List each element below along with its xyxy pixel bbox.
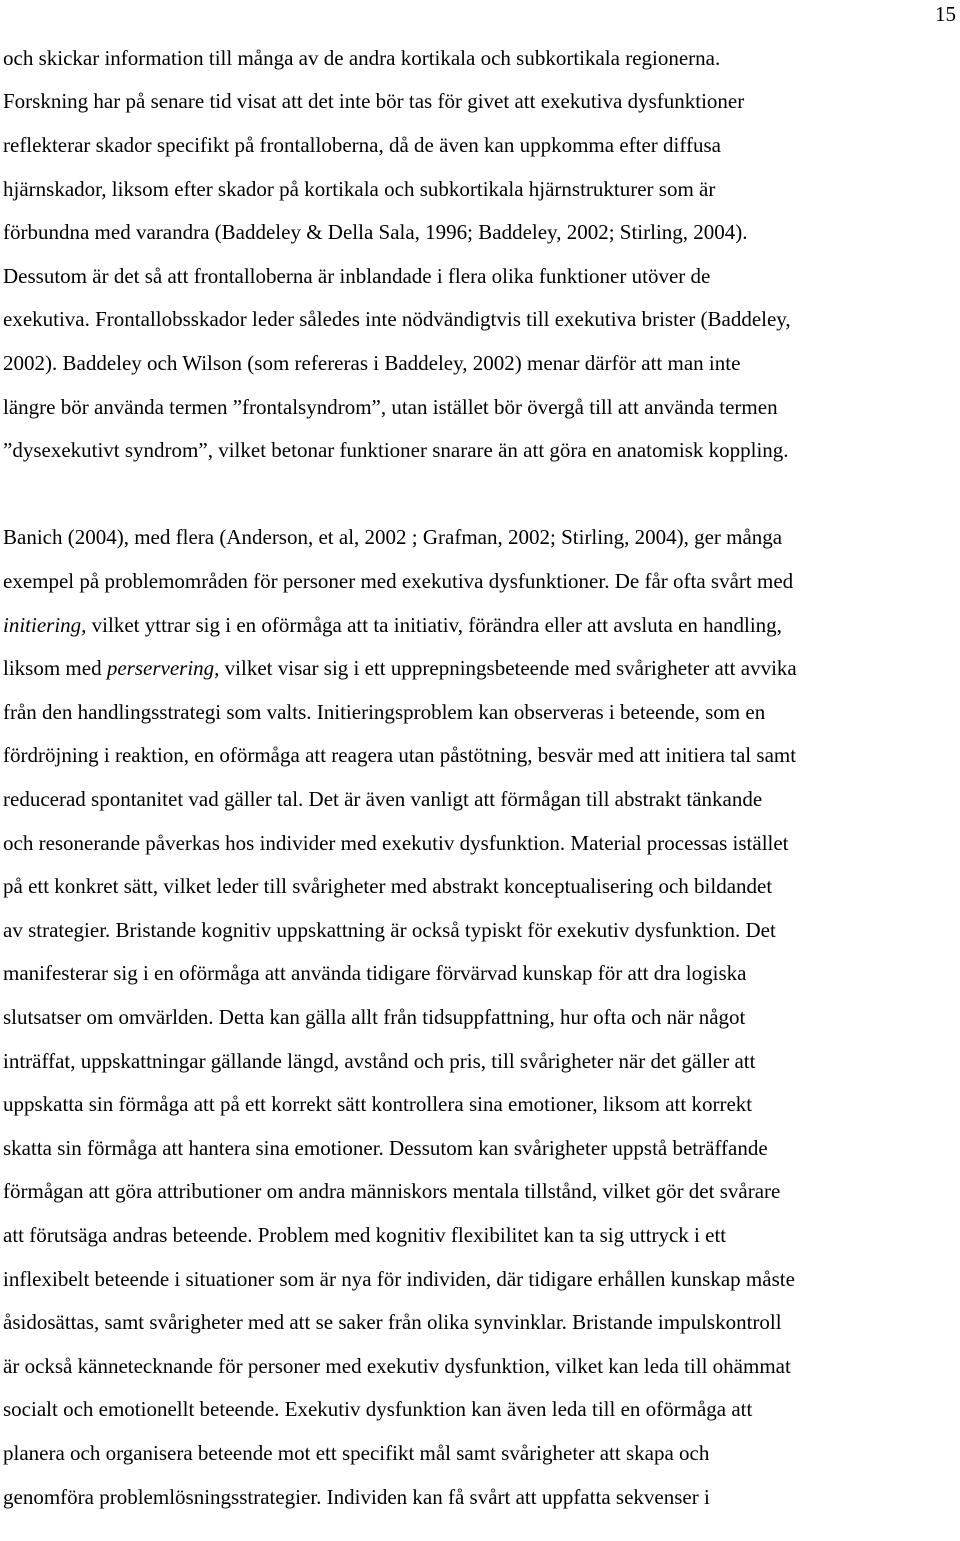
text-line: socialt och emotionellt beteende. Exekutiv dysfunktion kan även leda till en oförmåga att xyxy=(3,1397,753,1421)
text-line: är också kännetecknande för personer med exekutiv dysfunktion, vilket kan leda till ohämmat xyxy=(3,1354,791,1378)
text-line: manifesterar sig i en oförmåga att använda tidigare förvärvad kunskap för att dra logiska xyxy=(3,961,747,985)
text-line: ”dysexekutivt syndrom”, vilket betonar funktioner snarare än att göra en anatomisk koppling. xyxy=(3,438,789,462)
text-line: förbundna med varandra (Baddeley & Della Sala, 1996; Baddeley, 2002; Stirling, 2004). xyxy=(3,220,748,244)
text-line: fördröjning i reaktion, en oförmåga att reagera utan påstötning, besvär med att initiera tal samt xyxy=(3,743,797,767)
text-line: och resonerande påverkas hos individer med exekutiv dysfunktion. Material processas istället xyxy=(3,831,789,855)
text-line: genomföra problemlösningsstrategier. Individen kan få svårt att uppfatta sekvenser i xyxy=(3,1485,710,1509)
text-span: liksom med xyxy=(3,656,107,680)
text-line: reducerad spontanitet vad gäller tal. Det är även vanligt att förmågan till abstrakt tänkande xyxy=(3,787,763,811)
text-line: inflexibelt beteende i situationer som är nya för individen, där tidigare erhållen kunskap måste xyxy=(3,1267,795,1291)
page-number: 15 xyxy=(935,2,956,26)
text-line: planera och organisera beteende mot ett specifikt mål samt svårigheter att skapa och xyxy=(3,1441,710,1465)
text-line: att förutsäga andras beteende. Problem med kognitiv flexibilitet kan ta sig uttryck i ett xyxy=(3,1223,727,1247)
text-line: exempel på problemområden för personer med exekutiva dysfunktioner. De får ofta svårt med xyxy=(3,569,794,593)
text-line: längre bör använda termen ”frontalsyndrom”, utan istället bör övergå till att använda termen xyxy=(3,395,778,419)
text-line: Banich (2004), med flera (Anderson, et al, 2002 ; Grafman, 2002; Stirling, 2004), ger många xyxy=(3,525,783,549)
text-line: inträffat, uppskattningar gällande längd, avstånd och pris, till svårigheter när det gäller att xyxy=(3,1049,756,1073)
text-line: förmågan att göra attributioner om andra människors mentala tillstånd, vilket gör det svårare xyxy=(3,1179,781,1203)
text-line: slutsatser om omvärlden. Detta kan gälla allt från tidsuppfattning, hur ofta och när något xyxy=(3,1005,746,1029)
text-line: åsidosättas, samt svårigheter med att se saker från olika synvinklar. Bristande impulskontroll xyxy=(3,1310,782,1334)
text-line: skatta sin förmåga att hantera sina emotioner. Dessutom kan svårigheter uppstå beträffande xyxy=(3,1136,768,1160)
text-line xyxy=(3,611,782,639)
text-line: reflekterar skador specifikt på frontalloberna, då de även kan uppkomma efter diffusa xyxy=(3,133,721,157)
italic-term-perservering: perservering, xyxy=(106,656,220,680)
text-line: 2002). Baddeley och Wilson (som refereras i Baddeley, 2002) menar därför att man inte xyxy=(3,351,741,375)
text-span: vilket visar sig i ett upprepningsbeteende med svårigheter att avvika xyxy=(219,656,797,680)
text-line: exekutiva. Frontallobsskador leder således inte nödvändigtvis till exekutiva brister (Baddeley, xyxy=(3,307,791,331)
text-line: från den handlingsstrategi som valts. Initieringsproblem kan observeras i beteende, som en xyxy=(3,700,766,724)
text-span: vilket yttrar sig i en oförmåga att ta initiativ, förändra eller att avsluta en handling, xyxy=(86,613,782,637)
text-line: Forskning har på senare tid visat att det inte bör tas för givet att exekutiva dysfunktioner xyxy=(3,89,745,113)
text-line: och skickar information till många av de andra kortikala och subkortikala regionerna. xyxy=(3,46,721,70)
text-line: uppskatta sin förmåga att på ett korrekt sätt kontrollera sina emotioner, liksom att korrekt xyxy=(3,1092,753,1116)
text-line: Dessutom är det så att frontalloberna är inblandade i flera olika funktioner utöver de xyxy=(3,264,711,288)
text-line: på ett konkret sätt, vilket leder till svårigheter med abstrakt konceptualisering och bildandet xyxy=(3,874,773,898)
italic-term-initiering: initiering, xyxy=(3,613,87,637)
text-line: hjärnskador, liksom efter skador på kortikala och subkortikala hjärnstrukturer som är xyxy=(3,177,716,201)
text-line xyxy=(3,654,797,682)
text-line: av strategier. Bristande kognitiv uppskattning är också typiskt för exekutiv dysfunktion. Det xyxy=(3,918,776,942)
